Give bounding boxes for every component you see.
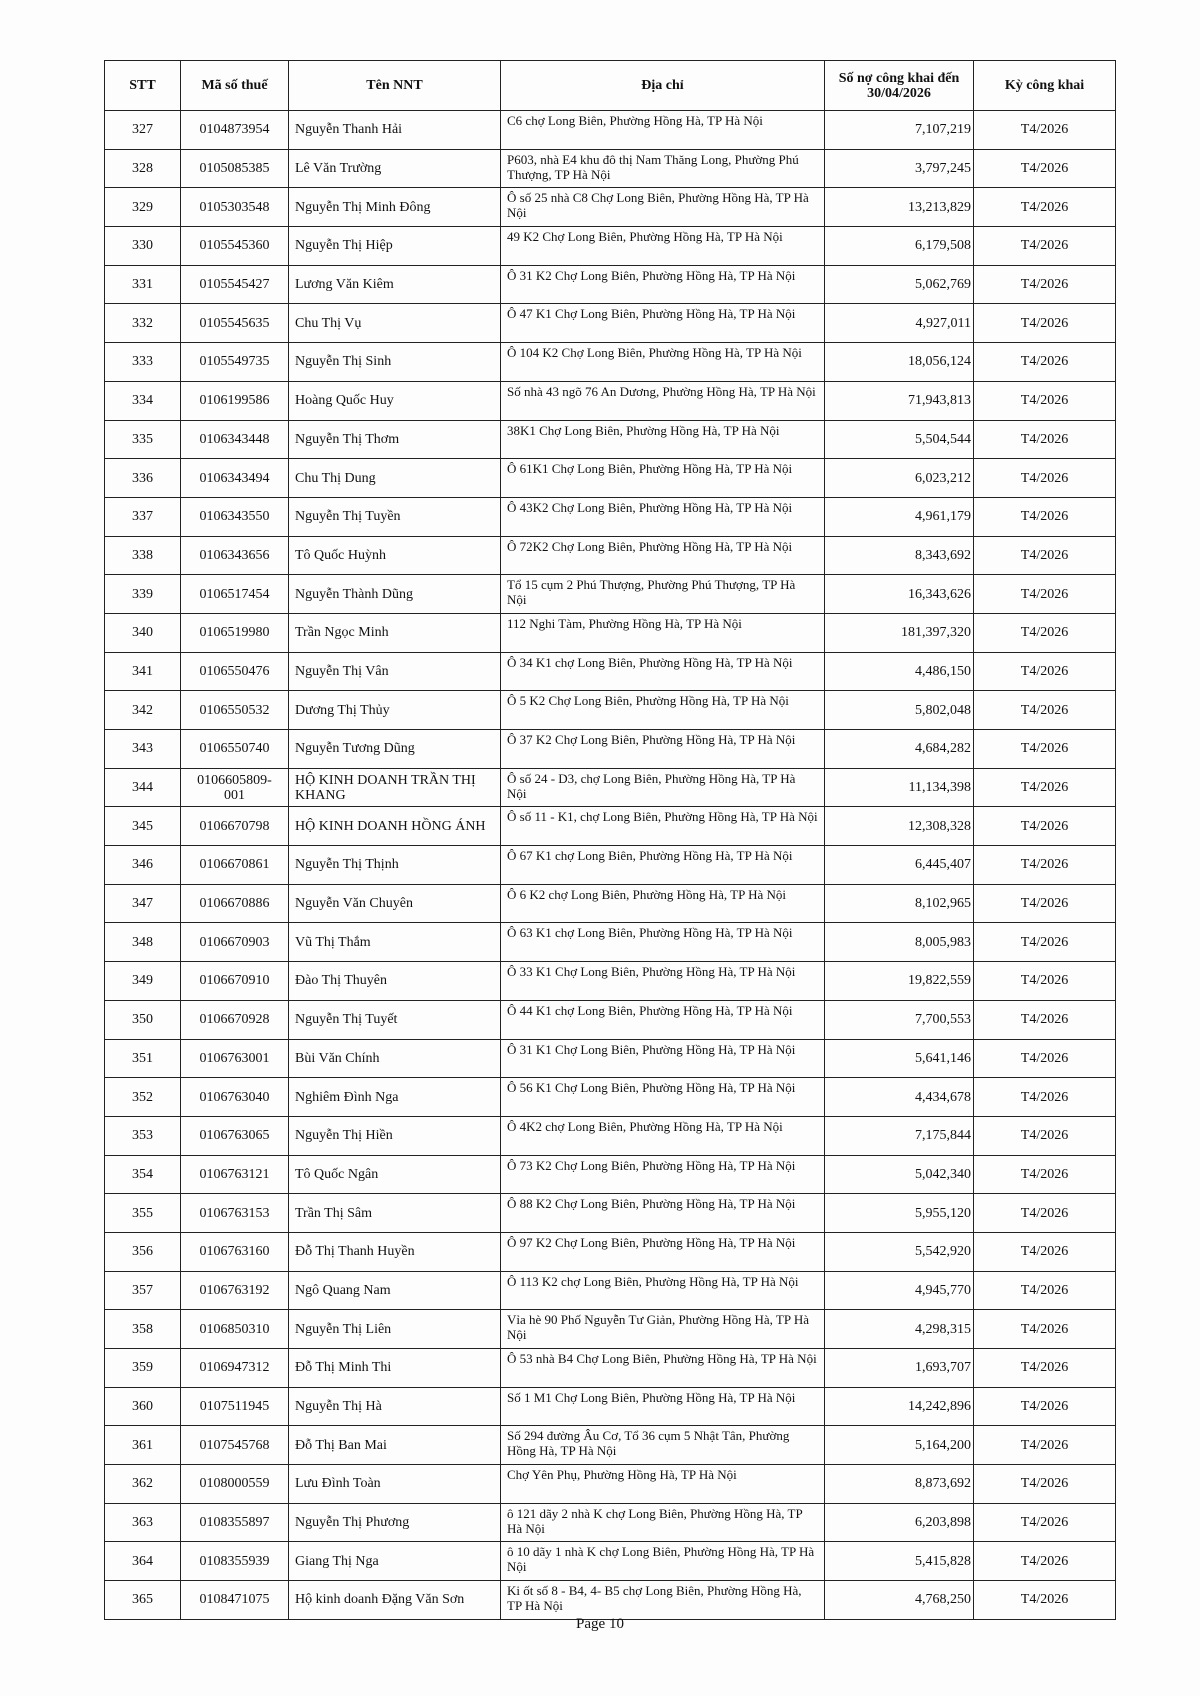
row-taxpayer-name: Bùi Văn Chính (289, 1039, 501, 1078)
row-stt: 346 (105, 846, 181, 885)
row-tax-code: 0106763121 (181, 1155, 289, 1194)
row-address: Ô số 25 nhà C8 Chợ Long Biên, Phường Hồng Hà, TP Hà Nội (501, 188, 825, 227)
row-stt: 358 (105, 1310, 181, 1349)
row-debt-amount: 8,005,983 (825, 923, 974, 962)
table-row (105, 343, 1116, 382)
row-debt-amount: 13,213,829 (825, 188, 974, 227)
row-stt: 332 (105, 304, 181, 343)
row-tax-code: 0106343656 (181, 536, 289, 575)
row-tax-code: 0104873954 (181, 111, 289, 150)
header-ma-so-thue: Mã số thuế (181, 61, 289, 111)
row-debt-amount: 4,486,150 (825, 652, 974, 691)
row-tax-code: 0106763040 (181, 1078, 289, 1117)
row-tax-code: 0106550740 (181, 730, 289, 769)
row-address: 38K1 Chợ Long Biên, Phường Hồng Hà, TP Hà Nội (501, 420, 825, 459)
row-debt-amount: 5,164,200 (825, 1426, 974, 1465)
row-stt: 339 (105, 575, 181, 614)
row-period: T4/2026 (974, 420, 1116, 459)
row-stt: 356 (105, 1232, 181, 1271)
row-stt: 328 (105, 149, 181, 188)
row-tax-code: 0108355939 (181, 1542, 289, 1581)
row-debt-amount: 12,308,328 (825, 807, 974, 846)
row-tax-code: 0106550476 (181, 652, 289, 691)
row-period: T4/2026 (974, 730, 1116, 769)
table-row (105, 846, 1116, 885)
row-taxpayer-name: Nguyễn Thị Tuyết (289, 1000, 501, 1039)
row-debt-amount: 5,062,769 (825, 265, 974, 304)
row-stt: 362 (105, 1465, 181, 1504)
row-taxpayer-name: HỘ KINH DOANH HỒNG ÁNH (289, 807, 501, 846)
row-period: T4/2026 (974, 652, 1116, 691)
row-taxpayer-name: Nguyễn Thị Liên (289, 1310, 501, 1349)
row-taxpayer-name: Giang Thị Nga (289, 1542, 501, 1581)
row-address: Số nhà 43 ngõ 76 An Dương, Phường Hồng Hà, TP Hà Nội (501, 381, 825, 420)
row-debt-amount: 5,955,120 (825, 1194, 974, 1233)
row-debt-amount: 4,684,282 (825, 730, 974, 769)
table-row (105, 265, 1116, 304)
header-dia-chi: Địa chỉ (501, 61, 825, 111)
row-period: T4/2026 (974, 1039, 1116, 1078)
row-period: T4/2026 (974, 807, 1116, 846)
table-row (105, 227, 1116, 266)
row-stt: 365 (105, 1581, 181, 1620)
row-tax-code: 0105545360 (181, 227, 289, 266)
row-period: T4/2026 (974, 227, 1116, 266)
table-row (105, 1542, 1116, 1581)
row-address: Ô 56 K1 Chợ Long Biên, Phường Hồng Hà, TP Hà Nội (501, 1078, 825, 1117)
row-taxpayer-name: Chu Thị Dung (289, 459, 501, 498)
row-address: Ki ốt số 8 - B4, 4- B5 chợ Long Biên, Phường Hồng Hà, TP Hà Nội (501, 1581, 825, 1620)
row-taxpayer-name: Nghiêm Đình Nga (289, 1078, 501, 1117)
row-debt-amount: 4,298,315 (825, 1310, 974, 1349)
row-period: T4/2026 (974, 1310, 1116, 1349)
row-taxpayer-name: Nguyễn Thành Dũng (289, 575, 501, 614)
row-tax-code: 0106550532 (181, 691, 289, 730)
row-period: T4/2026 (974, 691, 1116, 730)
row-period: T4/2026 (974, 575, 1116, 614)
row-address: Ô 97 K2 Chợ Long Biên, Phường Hồng Hà, TP Hà Nội (501, 1232, 825, 1271)
row-period: T4/2026 (974, 265, 1116, 304)
row-debt-amount: 4,768,250 (825, 1581, 974, 1620)
row-address: Ô 6 K2 chợ Long Biên, Phường Hồng Hà, TP Hà Nội (501, 884, 825, 923)
row-taxpayer-name: Hộ kinh doanh Đặng Văn Sơn (289, 1581, 501, 1620)
row-tax-code: 0106670798 (181, 807, 289, 846)
row-address: P603, nhà E4 khu đô thị Nam Thăng Long, Phường Phú Thượng, TP Hà Nội (501, 149, 825, 188)
page-number: Page 10 (576, 1616, 624, 1632)
row-tax-code: 0106519980 (181, 613, 289, 652)
header-ten-nnt: Tên NNT (289, 61, 501, 111)
table-row (105, 1581, 1116, 1620)
row-taxpayer-name: Lưu Đình Toàn (289, 1465, 501, 1504)
tax-debt-table (104, 60, 1116, 1620)
row-address: Số 294 đường Âu Cơ, Tổ 36 cụm 5 Nhật Tân, Phường Hồng Hà, TP Hà Nội (501, 1426, 825, 1465)
row-debt-amount: 14,242,896 (825, 1387, 974, 1426)
row-debt-amount: 11,134,398 (825, 768, 974, 807)
row-stt: 335 (105, 420, 181, 459)
row-tax-code: 0108471075 (181, 1581, 289, 1620)
row-period: T4/2026 (974, 1426, 1116, 1465)
row-taxpayer-name: Nguyễn Thị Hiền (289, 1116, 501, 1155)
row-address: Vỉa hè 90 Phố Nguyễn Tư Giản, Phường Hồng Hà, TP Hà Nội (501, 1310, 825, 1349)
row-address: Ô 31 K2 Chợ Long Biên, Phường Hồng Hà, TP Hà Nội (501, 265, 825, 304)
row-debt-amount: 6,203,898 (825, 1503, 974, 1542)
row-debt-amount: 4,945,770 (825, 1271, 974, 1310)
row-address: ô 121 dãy 2 nhà K chợ Long Biên, Phường Hồng Hà, TP Hà Nội (501, 1503, 825, 1542)
table-row (105, 1155, 1116, 1194)
row-tax-code: 0106763160 (181, 1232, 289, 1271)
row-period: T4/2026 (974, 923, 1116, 962)
row-taxpayer-name: Nguyễn Thị Hiệp (289, 227, 501, 266)
row-address: Ô 37 K2 Chợ Long Biên, Phường Hồng Hà, TP Hà Nội (501, 730, 825, 769)
row-taxpayer-name: Lương Văn Kiêm (289, 265, 501, 304)
row-tax-code: 0105085385 (181, 149, 289, 188)
table-row (105, 962, 1116, 1001)
row-tax-code: 0108355897 (181, 1503, 289, 1542)
row-tax-code: 0106850310 (181, 1310, 289, 1349)
row-stt: 364 (105, 1542, 181, 1581)
row-address: Ô 104 K2 Chợ Long Biên, Phường Hồng Hà, TP Hà Nội (501, 343, 825, 382)
row-address: Ô 73 K2 Chợ Long Biên, Phường Hồng Hà, TP Hà Nội (501, 1155, 825, 1194)
row-tax-code: 0106605809-001 (181, 768, 289, 807)
row-taxpayer-name: Nguyễn Văn Chuyên (289, 884, 501, 923)
row-tax-code: 0106343494 (181, 459, 289, 498)
row-debt-amount: 8,343,692 (825, 536, 974, 575)
row-taxpayer-name: Nguyễn Thị Minh Đông (289, 188, 501, 227)
table-row (105, 1078, 1116, 1117)
table-row (105, 304, 1116, 343)
table-row (105, 1271, 1116, 1310)
table-row (105, 730, 1116, 769)
row-period: T4/2026 (974, 1581, 1116, 1620)
row-stt: 350 (105, 1000, 181, 1039)
row-taxpayer-name: Nguyễn Thị Sinh (289, 343, 501, 382)
row-tax-code: 0106763192 (181, 1271, 289, 1310)
row-debt-amount: 71,943,813 (825, 381, 974, 420)
header-ky-cong-khai: Kỳ công khai (974, 61, 1116, 111)
row-period: T4/2026 (974, 343, 1116, 382)
row-period: T4/2026 (974, 149, 1116, 188)
row-period: T4/2026 (974, 1000, 1116, 1039)
table-row (105, 1310, 1116, 1349)
row-period: T4/2026 (974, 1387, 1116, 1426)
row-address: 112 Nghi Tàm, Phường Hồng Hà, TP Hà Nội (501, 613, 825, 652)
row-address: Tổ 15 cụm 2 Phú Thượng, Phường Phú Thượng, TP Hà Nội (501, 575, 825, 614)
row-taxpayer-name: Đỗ Thị Ban Mai (289, 1426, 501, 1465)
row-tax-code: 0106947312 (181, 1349, 289, 1388)
row-address: Ô 33 K1 Chợ Long Biên, Phường Hồng Hà, TP Hà Nội (501, 962, 825, 1001)
row-debt-amount: 4,961,179 (825, 497, 974, 536)
row-stt: 331 (105, 265, 181, 304)
row-taxpayer-name: Nguyễn Thị Thịnh (289, 846, 501, 885)
row-stt: 361 (105, 1426, 181, 1465)
table-row (105, 1426, 1116, 1465)
row-address: Ô 63 K1 chợ Long Biên, Phường Hồng Hà, TP Hà Nội (501, 923, 825, 962)
table-row (105, 1116, 1116, 1155)
row-stt: 333 (105, 343, 181, 382)
row-tax-code: 0106670861 (181, 846, 289, 885)
table-row (105, 1194, 1116, 1233)
row-taxpayer-name: Chu Thị Vụ (289, 304, 501, 343)
table-row (105, 807, 1116, 846)
row-address: Ô 61K1 Chợ Long Biên, Phường Hồng Hà, TP Hà Nội (501, 459, 825, 498)
row-tax-code: 0106763153 (181, 1194, 289, 1233)
row-tax-code: 0105303548 (181, 188, 289, 227)
row-taxpayer-name: Nguyễn Thị Vân (289, 652, 501, 691)
row-tax-code: 0106763001 (181, 1039, 289, 1078)
row-address: ô 10 dãy 1 nhà K chợ Long Biên, Phường Hồng Hà, TP Hà Nội (501, 1542, 825, 1581)
row-debt-amount: 5,415,828 (825, 1542, 974, 1581)
row-stt: 349 (105, 962, 181, 1001)
row-tax-code: 0106343448 (181, 420, 289, 459)
row-taxpayer-name: Trần Ngọc Minh (289, 613, 501, 652)
row-stt: 348 (105, 923, 181, 962)
table-row (105, 149, 1116, 188)
row-debt-amount: 5,504,544 (825, 420, 974, 459)
row-tax-code: 0107545768 (181, 1426, 289, 1465)
header-stt: STT (105, 61, 181, 111)
row-tax-code: 0106199586 (181, 381, 289, 420)
row-period: T4/2026 (974, 1542, 1116, 1581)
table-row (105, 1465, 1116, 1504)
row-period: T4/2026 (974, 1503, 1116, 1542)
row-debt-amount: 5,641,146 (825, 1039, 974, 1078)
row-stt: 341 (105, 652, 181, 691)
row-stt: 327 (105, 111, 181, 150)
row-period: T4/2026 (974, 459, 1116, 498)
row-taxpayer-name: Nguyễn Thanh Hải (289, 111, 501, 150)
row-tax-code: 0105549735 (181, 343, 289, 382)
row-debt-amount: 18,056,124 (825, 343, 974, 382)
table-row (105, 884, 1116, 923)
table-row (105, 536, 1116, 575)
row-taxpayer-name: Ngô Quang Nam (289, 1271, 501, 1310)
row-debt-amount: 5,802,048 (825, 691, 974, 730)
row-debt-amount: 5,542,920 (825, 1232, 974, 1271)
row-address: Ô 47 K1 Chợ Long Biên, Phường Hồng Hà, TP Hà Nội (501, 304, 825, 343)
table-row (105, 575, 1116, 614)
row-tax-code: 0106670910 (181, 962, 289, 1001)
row-address: Ô số 11 - K1, chợ Long Biên, Phường Hồng Hà, TP Hà Nội (501, 807, 825, 846)
row-tax-code: 0106343550 (181, 497, 289, 536)
header-so-no: Số nợ công khai đến 30/04/2026 (825, 61, 974, 111)
row-period: T4/2026 (974, 188, 1116, 227)
row-stt: 337 (105, 497, 181, 536)
row-tax-code: 0106670928 (181, 1000, 289, 1039)
row-debt-amount: 19,822,559 (825, 962, 974, 1001)
row-taxpayer-name: Trần Thị Sâm (289, 1194, 501, 1233)
row-stt: 354 (105, 1155, 181, 1194)
row-stt: 330 (105, 227, 181, 266)
table-row (105, 188, 1116, 227)
row-period: T4/2026 (974, 111, 1116, 150)
row-taxpayer-name: Đỗ Thị Minh Thi (289, 1349, 501, 1388)
table-row (105, 1000, 1116, 1039)
row-taxpayer-name: Nguyễn Thị Phương (289, 1503, 501, 1542)
row-taxpayer-name: Đỗ Thị Thanh Huyền (289, 1232, 501, 1271)
row-period: T4/2026 (974, 1078, 1116, 1117)
table-row (105, 1349, 1116, 1388)
table-row (105, 381, 1116, 420)
row-period: T4/2026 (974, 962, 1116, 1001)
row-period: T4/2026 (974, 1194, 1116, 1233)
row-taxpayer-name: Nguyễn Thị Tuyền (289, 497, 501, 536)
row-period: T4/2026 (974, 1465, 1116, 1504)
row-stt: 347 (105, 884, 181, 923)
row-stt: 338 (105, 536, 181, 575)
row-stt: 359 (105, 1349, 181, 1388)
table-row (105, 652, 1116, 691)
row-tax-code: 0107511945 (181, 1387, 289, 1426)
row-address: Ô 5 K2 Chợ Long Biên, Phường Hồng Hà, TP Hà Nội (501, 691, 825, 730)
row-period: T4/2026 (974, 768, 1116, 807)
row-period: T4/2026 (974, 304, 1116, 343)
row-address: Ô 43K2 Chợ Long Biên, Phường Hồng Hà, TP Hà Nội (501, 497, 825, 536)
row-address: Ô 53 nhà B4 Chợ Long Biên, Phường Hồng Hà, TP Hà Nội (501, 1349, 825, 1388)
row-stt: 344 (105, 768, 181, 807)
table-body (105, 111, 1116, 1620)
row-period: T4/2026 (974, 1116, 1116, 1155)
row-taxpayer-name: Nguyễn Thị Thơm (289, 420, 501, 459)
row-tax-code: 0106517454 (181, 575, 289, 614)
table-row (105, 497, 1116, 536)
row-debt-amount: 7,107,219 (825, 111, 974, 150)
row-period: T4/2026 (974, 613, 1116, 652)
row-address: Chợ Yên Phụ, Phường Hồng Hà, TP Hà Nội (501, 1465, 825, 1504)
row-stt: 360 (105, 1387, 181, 1426)
table-row (105, 1232, 1116, 1271)
row-tax-code: 0106763065 (181, 1116, 289, 1155)
row-address: Ô 4K2 chợ Long Biên, Phường Hồng Hà, TP Hà Nội (501, 1116, 825, 1155)
table-row (105, 1503, 1116, 1542)
row-period: T4/2026 (974, 846, 1116, 885)
row-address: Ô 72K2 Chợ Long Biên, Phường Hồng Hà, TP Hà Nội (501, 536, 825, 575)
row-debt-amount: 16,343,626 (825, 575, 974, 614)
row-period: T4/2026 (974, 381, 1116, 420)
row-period: T4/2026 (974, 497, 1116, 536)
row-tax-code: 0106670903 (181, 923, 289, 962)
row-tax-code: 0105545635 (181, 304, 289, 343)
table-row (105, 923, 1116, 962)
table-row (105, 1387, 1116, 1426)
row-debt-amount: 6,179,508 (825, 227, 974, 266)
row-taxpayer-name: Nguyễn Tương Dũng (289, 730, 501, 769)
row-stt: 336 (105, 459, 181, 498)
row-period: T4/2026 (974, 1232, 1116, 1271)
row-address: 49 K2 Chợ Long Biên, Phường Hồng Hà, TP Hà Nội (501, 227, 825, 266)
row-taxpayer-name: Đào Thị Thuyên (289, 962, 501, 1001)
row-stt: 343 (105, 730, 181, 769)
table-row (105, 1039, 1116, 1078)
row-address: Ô 34 K1 chợ Long Biên, Phường Hồng Hà, TP Hà Nội (501, 652, 825, 691)
row-taxpayer-name: HỘ KINH DOANH TRẦN THỊ KHANG (289, 768, 501, 807)
table-row (105, 768, 1116, 807)
row-stt: 355 (105, 1194, 181, 1233)
row-tax-code: 0105545427 (181, 265, 289, 304)
row-debt-amount: 3,797,245 (825, 149, 974, 188)
row-stt: 353 (105, 1116, 181, 1155)
row-debt-amount: 7,700,553 (825, 1000, 974, 1039)
table-row (105, 691, 1116, 730)
row-address: Ô số 24 - D3, chợ Long Biên, Phường Hồng Hà, TP Hà Nội (501, 768, 825, 807)
row-taxpayer-name: Vũ Thị Thắm (289, 923, 501, 962)
row-stt: 340 (105, 613, 181, 652)
table-row (105, 420, 1116, 459)
row-debt-amount: 6,445,407 (825, 846, 974, 885)
row-address: Ô 113 K2 chợ Long Biên, Phường Hồng Hà, TP Hà Nội (501, 1271, 825, 1310)
row-address: Ô 31 K1 Chợ Long Biên, Phường Hồng Hà, TP Hà Nội (501, 1039, 825, 1078)
row-taxpayer-name: Nguyễn Thị Hà (289, 1387, 501, 1426)
row-address: Ô 44 K1 chợ Long Biên, Phường Hồng Hà, TP Hà Nội (501, 1000, 825, 1039)
row-debt-amount: 181,397,320 (825, 613, 974, 652)
row-address: C6 chợ Long Biên, Phường Hồng Hà, TP Hà Nội (501, 111, 825, 150)
row-debt-amount: 4,927,011 (825, 304, 974, 343)
table-row (105, 459, 1116, 498)
row-stt: 363 (105, 1503, 181, 1542)
row-period: T4/2026 (974, 1271, 1116, 1310)
row-period: T4/2026 (974, 1155, 1116, 1194)
row-stt: 342 (105, 691, 181, 730)
row-taxpayer-name: Lê Văn Trường (289, 149, 501, 188)
table-row (105, 613, 1116, 652)
row-debt-amount: 1,693,707 (825, 1349, 974, 1388)
row-taxpayer-name: Dương Thị Thủy (289, 691, 501, 730)
row-debt-amount: 5,042,340 (825, 1155, 974, 1194)
row-address: Số 1 M1 Chợ Long Biên, Phường Hồng Hà, TP Hà Nội (501, 1387, 825, 1426)
row-period: T4/2026 (974, 1349, 1116, 1388)
row-period: T4/2026 (974, 536, 1116, 575)
row-debt-amount: 8,102,965 (825, 884, 974, 923)
table-row (105, 111, 1116, 150)
row-debt-amount: 4,434,678 (825, 1078, 974, 1117)
row-tax-code: 0108000559 (181, 1465, 289, 1504)
row-stt: 351 (105, 1039, 181, 1078)
row-tax-code: 0106670886 (181, 884, 289, 923)
row-stt: 352 (105, 1078, 181, 1117)
row-stt: 329 (105, 188, 181, 227)
row-taxpayer-name: Tô Quốc Huỳnh (289, 536, 501, 575)
row-address: Ô 67 K1 chợ Long Biên, Phường Hồng Hà, TP Hà Nội (501, 846, 825, 885)
row-debt-amount: 7,175,844 (825, 1116, 974, 1155)
row-address: Ô 88 K2 Chợ Long Biên, Phường Hồng Hà, TP Hà Nội (501, 1194, 825, 1233)
row-debt-amount: 8,873,692 (825, 1465, 974, 1504)
row-taxpayer-name: Hoàng Quốc Huy (289, 381, 501, 420)
row-stt: 345 (105, 807, 181, 846)
row-stt: 334 (105, 381, 181, 420)
header-row (105, 61, 1116, 111)
row-period: T4/2026 (974, 884, 1116, 923)
row-debt-amount: 6,023,212 (825, 459, 974, 498)
row-taxpayer-name: Tô Quốc Ngân (289, 1155, 501, 1194)
row-stt: 357 (105, 1271, 181, 1310)
